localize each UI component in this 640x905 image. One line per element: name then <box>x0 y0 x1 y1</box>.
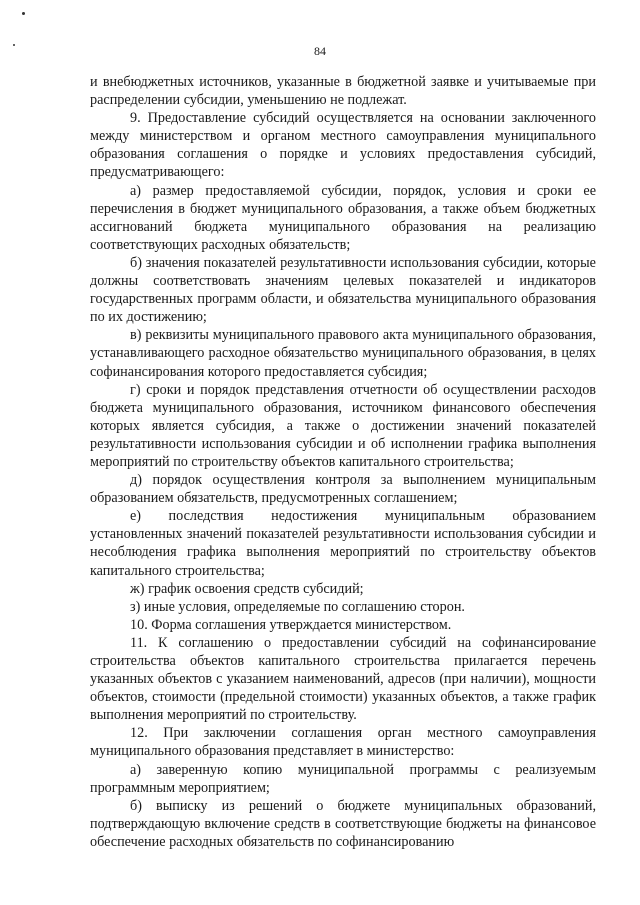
paragraph: 12. При заключении соглашения орган местного самоуправления муниципального образования представляет в министерство: <box>90 725 596 760</box>
paragraph: е) последствия недостижения муниципальным образованием установленных значений показателей результативности использования субсидии и несоблюдения графика выполнения мероприятий по строительству объектов капитального строительства; <box>90 508 596 579</box>
paragraph: д) порядок осуществления контроля за выполнением муниципальным образованием обязательств, предусмотренных соглашением; <box>90 472 596 507</box>
scan-mark <box>22 12 25 15</box>
paragraph: б) значения показателей результативности использования субсидии, которые должны соответствовать значениям целевых показателей и индикаторов государственных программ области, и обязательства муниципального образования по их достижению; <box>90 254 596 326</box>
paragraph: б) выписку из решений о бюджете муниципальных образований, подтверждающую включение средств в соответствующие бюджеты на финансовое обеспечение расходных обязательств по софинансированию <box>90 797 596 850</box>
paragraph: а) размер предоставляемой субсидии, порядок, условия и сроки ее перечисления в бюджет муниципального образования, а также объем бюджетных ассигнований бюджета муниципального образования на реализацию соответствующих расходных обязательств; <box>90 182 596 253</box>
paragraph: в) реквизиты муниципального правового акта муниципального образования, устанавливающего расходное обязательство муниципального образования, в целях софинансирования которого предоставляется субсидия; <box>90 327 596 380</box>
document-body <box>90 73 596 851</box>
paragraph: 9. Предоставление субсидий осуществляется на основании заключенного между министерством и органом местного самоуправления муниципального образования соглашения о порядке и условиях предоставления субсидий, предусматривающего: <box>90 110 596 181</box>
paragraph: 11. К соглашению о предоставлении субсидий на софинансирование строительства объектов капитального строительства прилагается перечень указанных объектов с указанием наименований, адресов (при наличии), мощности объектов, стоимости (предельной стоимости) указанных объектов, а также график выполнения мероприятий по строительству. <box>90 634 596 724</box>
page-number: 84 <box>314 44 326 58</box>
paragraph: а) заверенную копию муниципальной программы с реализуемым программным мероприятием; <box>90 761 596 796</box>
paragraph: ж) график освоения средств субсидий; <box>130 580 364 597</box>
paragraph: и внебюджетных источников, указанные в бюджетной заявке и учитываемые при распределении субсидии, уменьшению не подлежат. <box>90 74 596 109</box>
paragraph: г) сроки и порядок представления отчетности об осуществлении расходов бюджета муниципального образования, источником финансового обеспечения которых является субсидия, а также о достижении значений показателей результативности использования субсидии и об исполнении графика выполнения мероприятий по строительству объектов капитального строительства; <box>90 381 596 470</box>
paragraph: 10. Форма соглашения утверждается министерством. <box>130 616 452 633</box>
paragraph: з) иные условия, определяемые по соглашению сторон. <box>130 598 465 615</box>
